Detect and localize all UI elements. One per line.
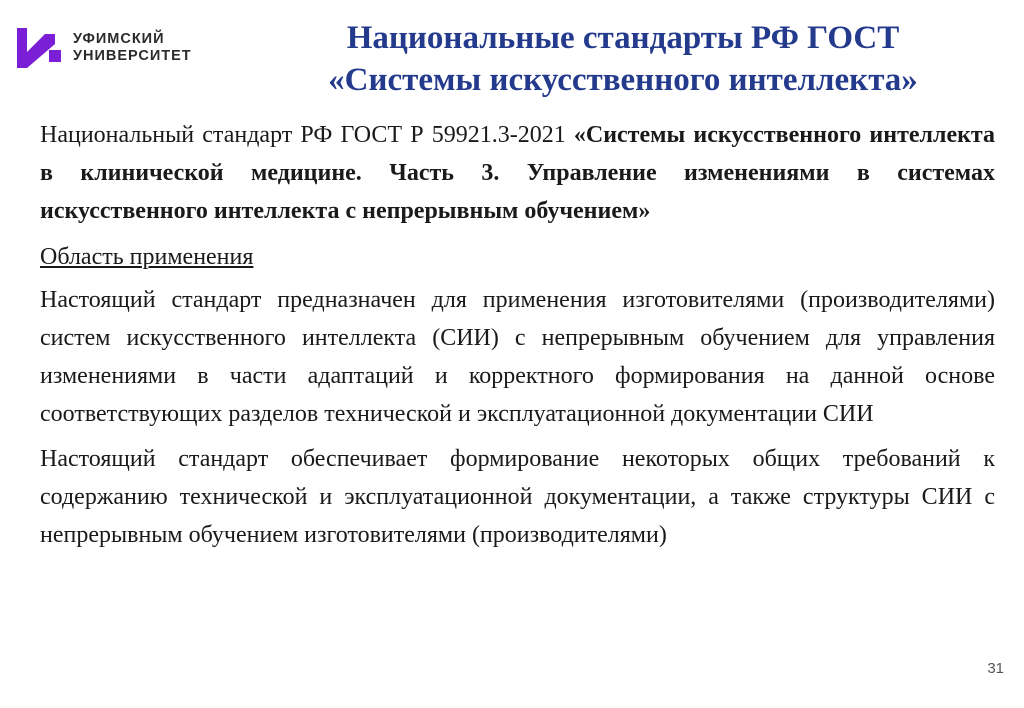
logo-line-1: УФИМСКИЙ (73, 31, 165, 47)
logo-text (73, 31, 192, 65)
slide-title (228, 17, 1018, 101)
section-heading: Область применения (40, 244, 254, 270)
paragraph-2: Настоящий стандарт обеспечивает формирование некоторых общих требований к содержанию технической и эксплуатационной документации, а также структуры СИИ с непрерывным обучением изготовителями (производителями) (40, 446, 995, 548)
paragraph-1: Настоящий стандарт предназначен для применения изготовителями (производителями) систем искусственного интеллекта (СИИ) с непрерывным обучением для управления изменениями в части адаптаций и корректного формирования на данной основе соответствующих разделов технической и эксплуатационной документации СИИ (40, 287, 995, 427)
slide-title-line-2: «Системы искусственного интеллекта» (328, 62, 918, 98)
university-logo (17, 28, 192, 68)
standard-name: «Системы искусственного интеллекта в клинической медицине. Часть 3. Управление изменениями в системах искусственного интеллекта с непрерывным обучением» (40, 122, 996, 224)
standard-prefix: Национальный стандарт РФ ГОСТ Р 59921.3-2021 (40, 122, 574, 148)
slide-title-line-1: Национальные стандарты РФ ГОСТ (346, 20, 900, 56)
logo-mark-icon (17, 28, 61, 68)
page-number: 31 (987, 660, 1004, 677)
standard-statement (40, 116, 995, 230)
logo-line-2: УНИВЕРСИТЕТ (73, 48, 192, 64)
slide-content (40, 116, 995, 561)
